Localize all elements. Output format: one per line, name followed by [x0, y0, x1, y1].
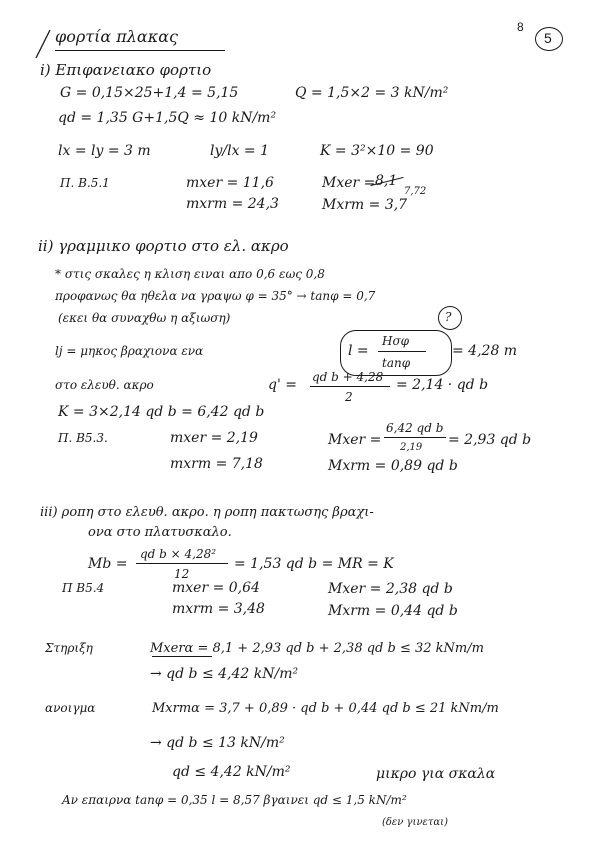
arm-length-symbol: l =	[348, 343, 369, 359]
alternative-case: Αν επαιρνα tanφ = 0,35 l = 8,57 βγαινει qd ≤ 1,5 kN/m²	[62, 793, 407, 807]
arm-length-denominator: tanφ	[382, 356, 411, 370]
question-mark: ?	[445, 310, 452, 324]
span-label: ανοιγμα	[45, 701, 96, 715]
stair-slope-note-1: * στις σκαλες η κλιση ειναι απο 0,6 εως 0,8	[55, 267, 325, 281]
moment-mb-denominator: 12	[174, 567, 190, 581]
Mxrm-moment-2: Mxrm = 0,89 qd b	[328, 458, 458, 474]
Mxrm-moment-3: Mxrm = 0,44 qd b	[328, 603, 458, 619]
section-2-heading: ii) γραμμικο φορτιο στο ελ. ακρο	[38, 237, 289, 255]
moment-mb-label: Mb =	[88, 556, 128, 572]
mxer-coefficient: mxer = 11,6	[186, 175, 274, 191]
arm-length-result: = 4,28 m	[452, 343, 518, 359]
arm-length-fraction-bar	[378, 351, 426, 352]
mxrm-coefficient-2: mxrm = 7,18	[170, 456, 263, 472]
conclusion-comment: μικρο για σκαλα	[376, 766, 496, 782]
stair-slope-note-2: προφανως θα ηθελα να γραψω φ = 35° → tanφ = 0,7	[55, 289, 376, 303]
Mxer-result-2: = 2,93 qd b	[448, 432, 532, 448]
mxrm-coefficient: mxrm = 24,3	[186, 196, 279, 212]
design-load-equation: qd = 1,35 G+1,5Q ≈ 10 kN/m²	[58, 110, 277, 126]
page-title: φορτία πλακας	[55, 27, 178, 46]
k-factor-line-load: K = 3×2,14 qd b = 6,42 qd b	[58, 404, 265, 420]
Mxer-moment-3: Mxer = 2,38 qd b	[328, 581, 453, 597]
mxer-coefficient-3: mxer = 0,64	[172, 580, 260, 596]
support-label: Στηριξη	[45, 641, 93, 655]
span-moment-check: Mxrmα = 3,7 + 0,89 · qd b + 0,44 qd b ≤ 21 kNm/m	[152, 701, 499, 716]
mxrm-coefficient-3: mxrm = 3,48	[172, 601, 265, 617]
table-ref-b53: Π. Β5.3.	[58, 431, 108, 445]
support-moment-underline	[152, 656, 212, 657]
page-number: 8	[517, 20, 524, 34]
arm-length-numerator: Hσφ	[382, 334, 410, 348]
dead-load-equation: G = 0,15×25+1,4 = 5,15	[60, 85, 239, 101]
k-factor: K = 3²×10 = 90	[320, 143, 434, 159]
title-underline	[55, 50, 225, 51]
line-load-numerator: qd b + 4,28	[312, 370, 384, 384]
Mxer-struck-value: 8,1	[375, 173, 398, 189]
section-3-heading-cont: ονα στο πλατυσκαλο.	[88, 525, 232, 540]
section-3-heading: iii) ροπη στο ελευθ. ακρο. η ροπη πακτωσης βραχι-	[40, 505, 374, 520]
title-slash-mark	[36, 30, 50, 58]
Mxer-corrected-value: 7,72	[404, 186, 427, 197]
sheet-number: 5	[544, 30, 552, 46]
moment-mb-fraction-bar	[136, 563, 228, 564]
line-load-fraction-bar	[310, 386, 390, 387]
arm-length-note: lj = μηκος βραχιονα ενα	[55, 344, 204, 358]
Mxer-denominator-2: 2,19	[400, 442, 423, 453]
line-load-denominator: 2	[345, 390, 353, 404]
Mxer-label-2: Mxer =	[328, 432, 382, 448]
line-load-label: q' =	[268, 377, 297, 393]
span-load-limit: → qd b ≤ 13 kN/m²	[150, 735, 285, 751]
line-load-result: = 2,14 · qd b	[396, 377, 489, 393]
live-load-equation: Q = 1,5×2 = 3 kN/m²	[295, 85, 449, 101]
Mxer-label: Mxer =	[322, 175, 376, 191]
table-ref-b54: Π Β5.4	[62, 581, 105, 595]
moment-mb-numerator: qd b × 4,28²	[140, 547, 217, 561]
Mxer-fraction-bar-2	[384, 437, 446, 438]
span-lengths: lx = ly = 3 m	[58, 143, 151, 159]
governing-load: qd ≤ 4,42 kN/m²	[172, 764, 291, 780]
mxer-coefficient-2: mxer = 2,19	[170, 430, 258, 446]
free-edge-label: στο ελευθ. ακρο	[55, 378, 154, 392]
moment-mb-result: = 1,53 qd b = MR = K	[234, 556, 394, 572]
span-ratio: ly/lx = 1	[210, 143, 270, 159]
support-load-limit: → qd b ≤ 4,42 kN/m²	[150, 666, 299, 682]
section-1-heading: i) Επιφανειακο φορτιο	[40, 61, 212, 79]
Mxer-numerator-2: 6,42 qd b	[386, 421, 444, 435]
support-moment-check: Mxerα = 8,1 + 2,93 qd b + 2,38 qd b ≤ 32 kNm/m	[150, 641, 484, 656]
Mxrm-moment: Mxrm = 3,7	[322, 197, 408, 213]
table-ref-b51: Π. Β.5.1	[60, 176, 110, 190]
stair-slope-note-3: (εκει θα συναχθω η αξιωση)	[58, 311, 231, 325]
alternative-case-note: (δεν γινεται)	[382, 817, 448, 828]
